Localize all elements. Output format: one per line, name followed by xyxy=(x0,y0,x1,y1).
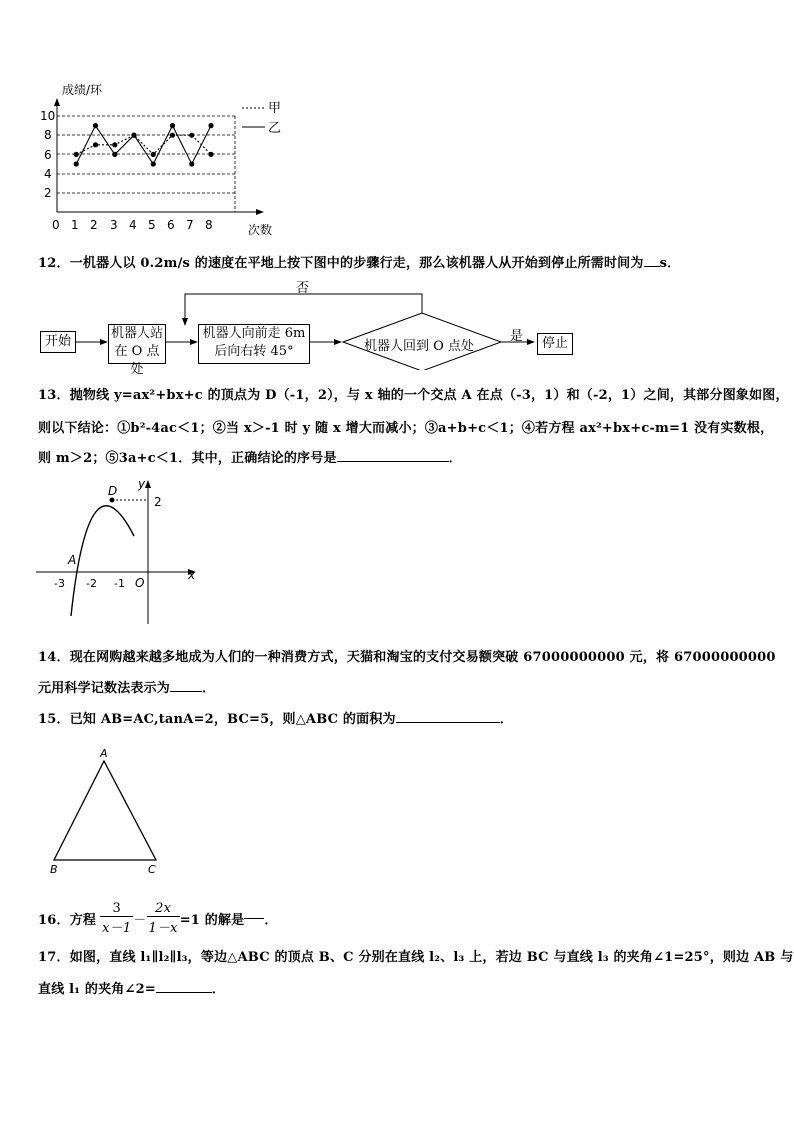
data-point-jia xyxy=(151,152,156,157)
data-point-yi xyxy=(189,161,194,166)
flow-stop-label: 停止 xyxy=(541,336,568,351)
fraction-2 xyxy=(147,901,180,936)
fraction-1-den: x－1 xyxy=(102,920,132,936)
y-tick: 6 xyxy=(44,148,52,162)
parabola-graph xyxy=(30,476,205,636)
q16-minus: － xyxy=(133,912,147,928)
score-line-chart xyxy=(30,78,310,238)
y-axis-arrow xyxy=(54,98,60,106)
chart-xlabel: 次数 xyxy=(248,223,273,237)
q15-period: ． xyxy=(499,712,513,727)
triangle-shape xyxy=(54,761,156,860)
q14-answer-blank xyxy=(170,691,202,692)
data-point-jia xyxy=(189,133,194,138)
q14-line1: 14．现在网购越来越多地成为人们的一种消费方式，天猫和淘宝的支付交易额突破 67000000000 元，将 67000000000 xyxy=(38,650,776,665)
flow-start-label: 开始 xyxy=(44,334,71,349)
q13-period: ． xyxy=(448,451,462,466)
x-axis-arrow xyxy=(256,209,264,215)
q13-line3-text: 则 m＞2；⑤3a+c＜1．其中，正确结论的序号是 xyxy=(38,451,337,466)
x-tick: 1 xyxy=(71,218,79,232)
q14-period: ． xyxy=(202,681,216,696)
flow-step2-line2: 后向右转 45° xyxy=(214,344,294,359)
data-point-yi xyxy=(93,123,98,128)
data-point-yi xyxy=(151,161,156,166)
x-axis-label: x xyxy=(188,568,196,582)
q17-period: ． xyxy=(211,982,226,997)
tick-minus1: -1 xyxy=(114,577,125,590)
flow-step2-box xyxy=(198,324,310,364)
vertex-a: A xyxy=(100,747,108,760)
q16-end: ． xyxy=(264,912,278,928)
x-tick: 4 xyxy=(129,218,137,232)
fraction-2-num: 2x xyxy=(147,901,180,917)
x-tick: 2 xyxy=(90,218,98,232)
data-point-jia xyxy=(93,142,98,147)
fraction-1 xyxy=(100,901,133,936)
data-point-yi xyxy=(170,123,175,128)
data-point-jia xyxy=(208,152,213,157)
q13-line3 xyxy=(38,447,462,466)
data-point-jia xyxy=(74,152,79,157)
q16-answer-blank xyxy=(244,918,264,919)
triangle-abc xyxy=(44,745,174,880)
label-o: O xyxy=(135,576,145,590)
q12-stem: 12．一机器人以 0.2m/s 的速度在平地上按下图中的步骤行走，那么该机器人从开始到停止所需时间为 xyxy=(38,256,644,271)
q16-text xyxy=(38,898,278,938)
x-tick: 0 xyxy=(52,218,60,232)
q12-answer-blank xyxy=(644,266,660,267)
q13-line2: 则以下结论：①b²-4ac＜1；②当 x＞-1 时 y 随 x 增大而减小；③a+b+c＜1；④若方程 ax²+bx+c-m=1 没有实数根， xyxy=(38,421,774,436)
fraction-1-num: 3 xyxy=(100,901,133,917)
q17-answer-blank xyxy=(156,992,212,993)
chart-ylabel: 成绩/环 xyxy=(62,83,103,97)
tick-minus2: -2 xyxy=(86,577,97,590)
q13-line1: 13．抛物线 y=ax²+bx+c 的顶点为 D（-1，2），与 x 轴的一个交点 A 在点（-3，1）和（-2，1）之间，其部分图象如图， xyxy=(38,388,789,403)
data-point-yi xyxy=(208,123,213,128)
q14-line2 xyxy=(38,677,215,696)
data-point-jia xyxy=(112,142,117,147)
data-point-yi xyxy=(74,161,79,166)
label-two: 2 xyxy=(154,495,162,509)
q12-unit: s． xyxy=(659,256,681,271)
flow-step1-box xyxy=(108,324,166,377)
tick-minus3: -3 xyxy=(54,577,65,590)
y-axis-label: y xyxy=(138,477,146,491)
x-tick: 8 xyxy=(205,218,213,232)
label-a: A xyxy=(68,553,77,567)
flow-stop-box xyxy=(537,333,573,355)
data-point-yi xyxy=(131,133,136,138)
x-tick: 5 xyxy=(148,218,156,232)
legend-yi: 乙 xyxy=(268,121,282,136)
x-tick: 7 xyxy=(186,218,194,232)
y-tick: 8 xyxy=(44,128,52,142)
x-tick: 3 xyxy=(110,218,118,232)
flow-step1-line2: 在 O 点处 xyxy=(114,344,160,377)
q17-line2-text: 直线 l₁ 的夹角∠2= xyxy=(38,982,156,997)
flow-step2-line1: 机器人向前走 6m xyxy=(202,326,306,341)
data-point-yi xyxy=(112,152,117,157)
vertex-b: B xyxy=(50,863,58,876)
legend-jia: 甲 xyxy=(268,101,282,116)
label-d: D xyxy=(108,484,118,498)
flow-no-label: 否 xyxy=(296,281,310,296)
parabola-curve xyxy=(71,506,134,616)
x-tick: 6 xyxy=(167,218,175,232)
flow-step1-line1: 机器人站 xyxy=(110,326,163,341)
q15-text xyxy=(38,708,513,727)
q15-answer-blank xyxy=(396,722,500,723)
flow-yes-label: 是 xyxy=(510,329,524,344)
data-point-jia xyxy=(170,133,175,138)
flow-start-box xyxy=(40,331,76,353)
q12-text xyxy=(38,252,680,271)
vertex-c: C xyxy=(148,863,156,876)
y-tick: 2 xyxy=(44,186,52,200)
y-tick: 4 xyxy=(44,167,52,181)
q13-answer-blank xyxy=(337,461,449,462)
q16-prefix: 16．方程 xyxy=(38,912,97,928)
flow-condition-label: 机器人回到 O 点处 xyxy=(364,339,474,354)
fraction-2-den: 1－x xyxy=(148,920,178,936)
q15-stem: 15．已知 AB=AC,tanA=2，BC=5，则△ABC 的面积为 xyxy=(38,712,396,727)
chart-series xyxy=(74,123,214,167)
q16-suffix: =1 的解是 xyxy=(179,912,245,928)
y-tick: 10 xyxy=(40,109,56,123)
q17-line2 xyxy=(38,978,225,997)
q14-line2-text: 元用科学记数法表示为 xyxy=(38,681,171,696)
q17-line1: 17．如图，直线 l₁∥l₂∥l₃，等边△ABC 的顶点 B、C 分别在直线 l₂、l₃ 上，若边 BC 与直线 l₃ 的夹角∠1=25°，则边 AB 与 xyxy=(38,950,794,965)
